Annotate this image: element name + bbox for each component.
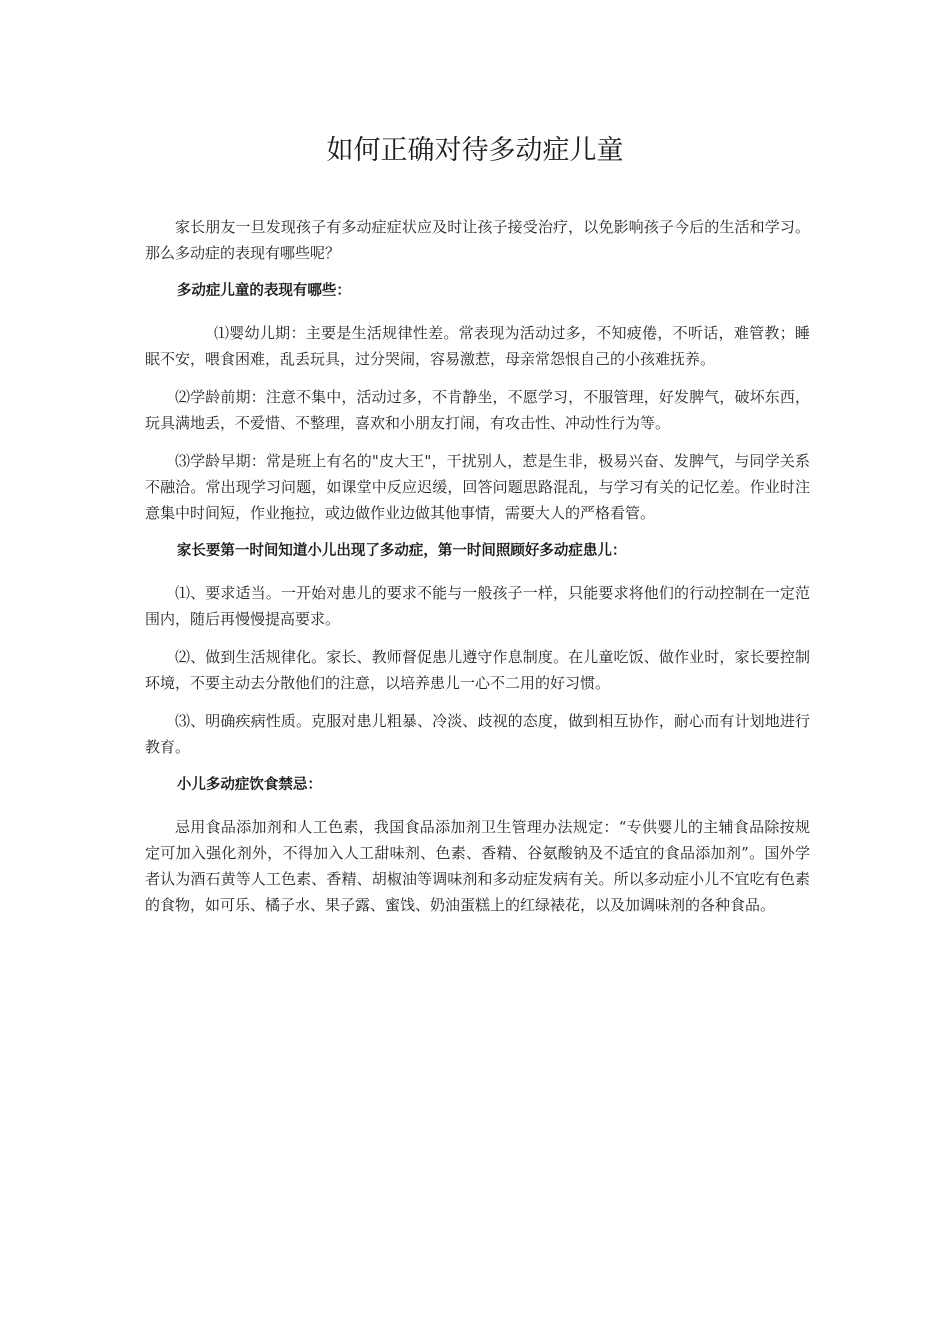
section-heading-care: 家长要第一时间知道小儿出现了多动症，第一时间照顾好多动症患儿： [176, 543, 627, 559]
document-body [145, 214, 810, 930]
care-item-requirements: ⑴、要求适当。一开始对患儿的要求不能与一般孩子一样，只能要求将他们的行动控制在一定范围内，随后再慢慢提高要求。 [145, 584, 810, 628]
symptom-preschool-paragraph: ⑵学龄前期：注意不集中，活动过多，不肯静坐，不愿学习，不服管理，好发脾气，破坏东西，玩具满地丢，不爱惜、不整理，喜欢和小朋友打闹，有攻击性、冲动性行为等。 [145, 388, 810, 432]
care-item-understanding: ⑶、明确疾病性质。克服对患儿粗暴、冷淡、歧视的态度，做到相互协作，耐心而有计划地进行教育。 [145, 712, 810, 756]
care-item-routine: ⑵、做到生活规律化。家长、教师督促患儿遵守作息制度。在儿童吃饭、做作业时，家长要控制环境，不要主动去分散他们的注意，以培养患儿一心不二用的好习惯。 [145, 648, 810, 692]
diet-paragraph: 忌用食品添加剂和人工色素，我国食品添加剂卫生管理办法规定：“专供婴儿的主辅食品除按规定可加入强化剂外，不得加入人工甜味剂、色素、香精、谷氨酸钠及不适宜的食品添加剂”。国外学者认为酒石黄等人工色素、香精、胡椒油等调味剂和多动症发病有关。所以多动症小儿不宜吃有色素的食物，如可乐、橘子水、果子露、蜜饯、奶油蛋糕上的红绿裱花，以及加调味剂的各种食品。 [145, 818, 810, 914]
symptom-infant-paragraph: ⑴婴幼儿期：主要是生活规律性差。常表现为活动过多，不知疲倦，不听话，难管教；睡眠不安，喂食困难，乱丢玩具，过分哭闹，容易激惹，母亲常怨恨自己的小孩难抚养。 [145, 324, 810, 368]
section-heading-diet: 小儿多动症饮食禁忌： [176, 777, 322, 793]
symptom-school-paragraph: ⑶学龄早期：常是班上有名的"皮大王"，干扰别人，惹是生非，极易兴奋、发脾气，与同学关系不融洽。常出现学习问题，如课堂中反应迟缓，回答问题思路混乱，与学习有关的记忆差。作业时注意集中时间短，作业拖拉，或边做作业边做其他事情，需要大人的严格看管。 [145, 452, 810, 522]
section-heading-symptoms: 多动症儿童的表现有哪些： [176, 283, 351, 299]
document-title: 如何正确对待多动症儿童 [326, 135, 624, 166]
intro-paragraph: 家长朋友一旦发现孩子有多动症症状应及时让孩子接受治疗，以免影响孩子今后的生活和学习。那么多动症的表现有哪些呢？ [145, 218, 810, 262]
